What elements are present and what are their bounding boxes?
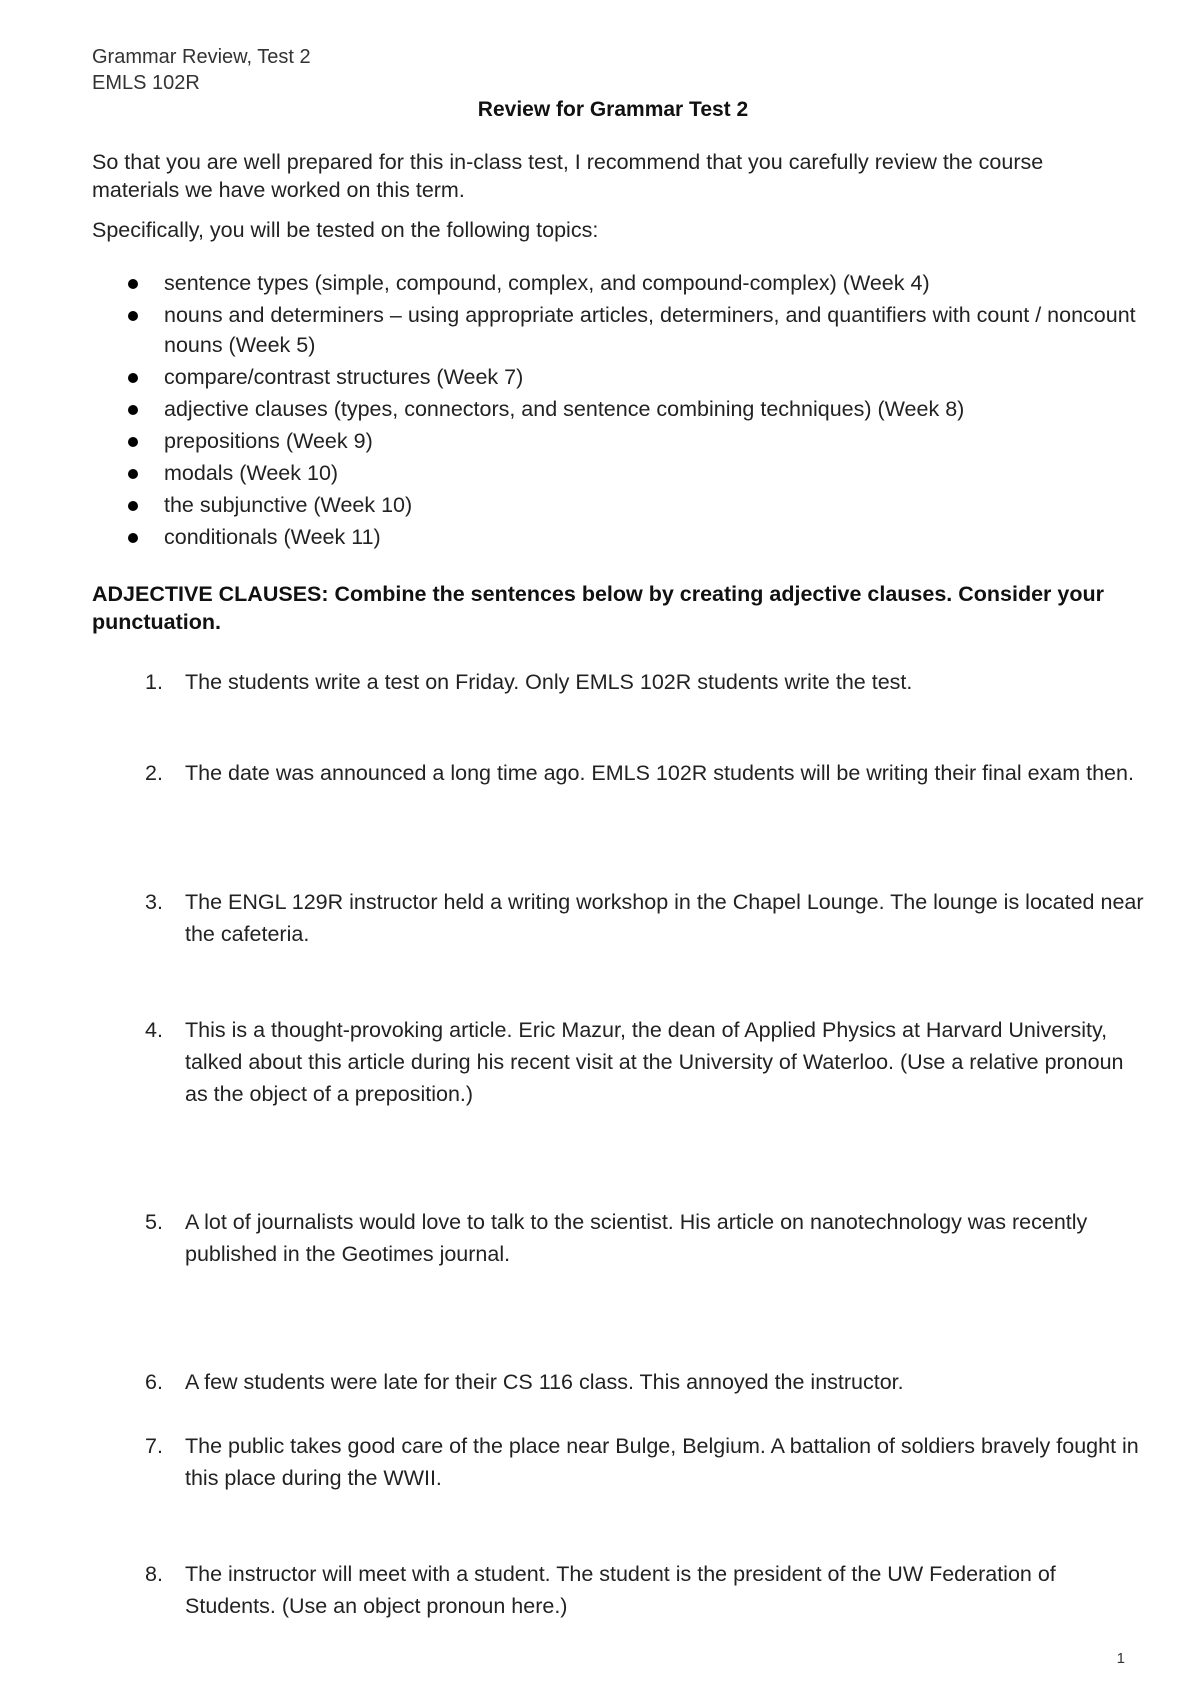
question-number: 4. (145, 1018, 163, 1042)
question-text: The public takes good care of the place near Bulge, Belgium. A battalion of soldiers bravely fought in this place during the WWII. (185, 1434, 1139, 1490)
question-text: The students write a test on Friday. Only EMLS 102R students write the test. (185, 670, 913, 694)
question-text: The date was announced a long time ago. EMLS 102R students will be writing their final exam then. (185, 761, 1134, 785)
question-number: 8. (145, 1562, 163, 1586)
topic-item (92, 426, 1142, 456)
bullet-icon (128, 533, 138, 543)
question-text: The ENGL 129R instructor held a writing workshop in the Chapel Lounge. The lounge is located near the cafeteria. (185, 890, 1144, 946)
topic-text: conditionals (Week 11) (164, 525, 381, 549)
topic-item (92, 522, 1142, 552)
topics-list (92, 268, 1142, 554)
page-title: Review for Grammar Test 2 (477, 98, 749, 121)
question-text: A few students were late for their CS 116 class. This annoyed the instructor. (185, 1370, 904, 1394)
topic-text: sentence types (simple, compound, complex, and compound-complex) (Week 4) (164, 271, 930, 295)
bullet-icon (128, 405, 138, 415)
question-number: 2. (145, 761, 163, 785)
topic-text: nouns and determiners – using appropriate articles, determiners, and quantifiers with count / noncount nouns (Week 5) (164, 303, 1136, 357)
topic-text: the subjunctive (Week 10) (164, 493, 413, 517)
topic-item (92, 268, 1142, 298)
topic-item (92, 394, 1142, 424)
intro-paragraph: So that you are well prepared for this in-class test, I recommend that you carefully review the course materials we have worked on this term. (92, 150, 1044, 202)
topic-item (92, 458, 1142, 488)
topic-text: modals (Week 10) (164, 461, 339, 485)
question-text: The instructor will meet with a student. The student is the president of the UW Federation of Students. (Use an object pronoun here.) (185, 1562, 1056, 1618)
question-number: 5. (145, 1210, 163, 1234)
header-course-code: EMLS 102R (92, 72, 200, 94)
topic-item (92, 490, 1142, 520)
question-number: 3. (145, 890, 163, 914)
bullet-icon (128, 279, 138, 289)
bullet-icon (128, 501, 138, 511)
question-number: 7. (145, 1434, 163, 1458)
question-text: This is a thought-provoking article. Eric Mazur, the dean of Applied Physics at Harvard University, talked about this article during his recent visit at the University of Waterloo. (Use a relative pronoun as the object of a preposition.) (185, 1018, 1124, 1106)
topic-text: compare/contrast structures (Week 7) (164, 365, 524, 389)
topics-intro: Specifically, you will be tested on the following topics: (92, 218, 599, 242)
document-header (92, 44, 311, 96)
topic-text: prepositions (Week 9) (164, 429, 373, 453)
bullet-icon (128, 469, 138, 479)
section-heading-adjective-clauses: ADJECTIVE CLAUSES: Combine the sentences below by creating adjective clauses. Consider your punctuation. (92, 582, 1104, 634)
topic-item (92, 300, 1142, 360)
question-text: A lot of journalists would love to talk to the scientist. His article on nanotechnology was recently published in the Geotimes journal. (185, 1210, 1088, 1266)
bullet-icon (128, 373, 138, 383)
topic-item (92, 362, 1142, 392)
topic-text: adjective clauses (types, connectors, and sentence combining techniques) (Week 8) (164, 397, 965, 421)
header-course-title: Grammar Review, Test 2 (92, 46, 311, 68)
question-number: 6. (145, 1370, 163, 1394)
bullet-icon (128, 311, 138, 321)
page-number: 1 (1116, 1650, 1125, 1667)
bullet-icon (128, 437, 138, 447)
question-number: 1. (145, 670, 163, 694)
